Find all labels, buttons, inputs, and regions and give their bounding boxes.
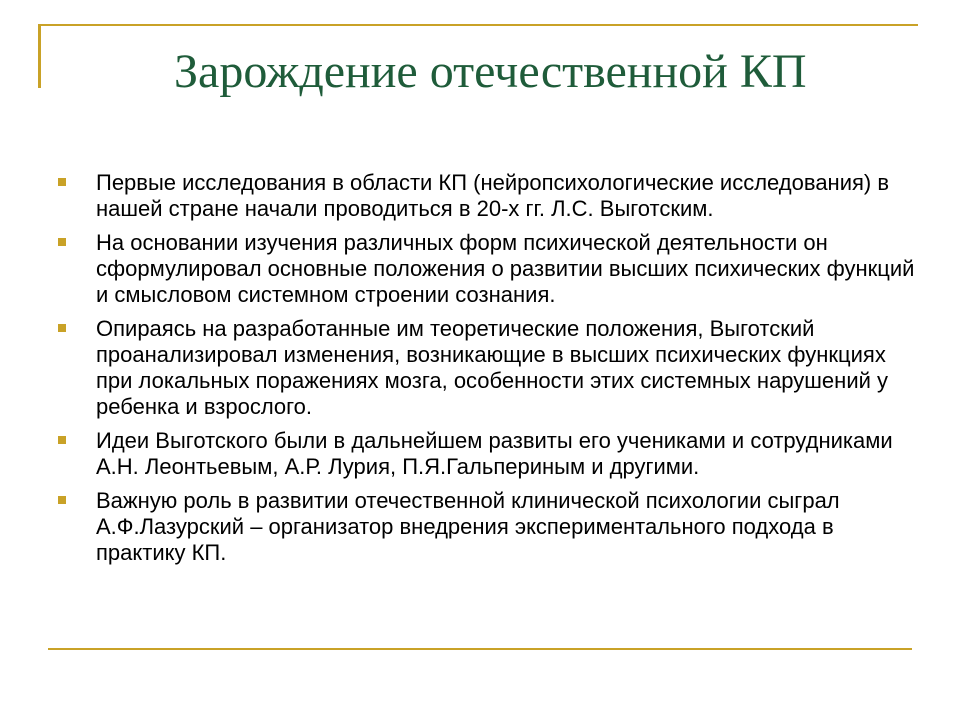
bullet-text: Идеи Выготского были в дальнейшем развиты его учениками и сотрудниками А.Н. Леонтьевым, А.Р. Лурия, П.Я.Гальпериным и другими.	[96, 428, 893, 479]
bullet-list	[58, 170, 918, 574]
bullet-text: Важную роль в развитии отечественной клинической психологии сыграл А.Ф.Лазурский – организатор внедрения экспериментального подхода в практику КП.	[96, 488, 840, 565]
square-bullet-icon	[58, 238, 66, 246]
bullet-text: На основании изучения различных форм психической деятельности он сформулировал основные положения о развитии высших психических функций и смысловом системном строении сознания.	[96, 230, 915, 307]
frame-top-accent-line	[38, 24, 918, 26]
square-bullet-icon	[58, 324, 66, 332]
square-bullet-icon	[58, 178, 66, 186]
bullet-item	[58, 230, 918, 308]
square-bullet-icon	[58, 436, 66, 444]
frame-bottom-accent-line	[48, 648, 912, 650]
bullet-item	[58, 428, 918, 480]
square-bullet-icon	[58, 496, 66, 504]
frame-left-accent-line	[38, 24, 41, 88]
slide-title: Зарождение отечественной КП	[174, 45, 807, 98]
bullet-text: Опираясь на разработанные им теоретические положения, Выготский проанализировал изменения, возникающие в высших психических функциях при локальных поражениях мозга, особенности этих системных нарушений у ребенка и взрослого.	[96, 316, 889, 419]
bullet-text: Первые исследования в области КП (нейропсихологические исследования) в нашей стране начали проводиться в 20-х гг. Л.С. Выготским.	[96, 170, 890, 221]
bullet-item	[58, 170, 918, 222]
bullet-item	[58, 488, 918, 566]
bullet-item	[58, 316, 918, 420]
